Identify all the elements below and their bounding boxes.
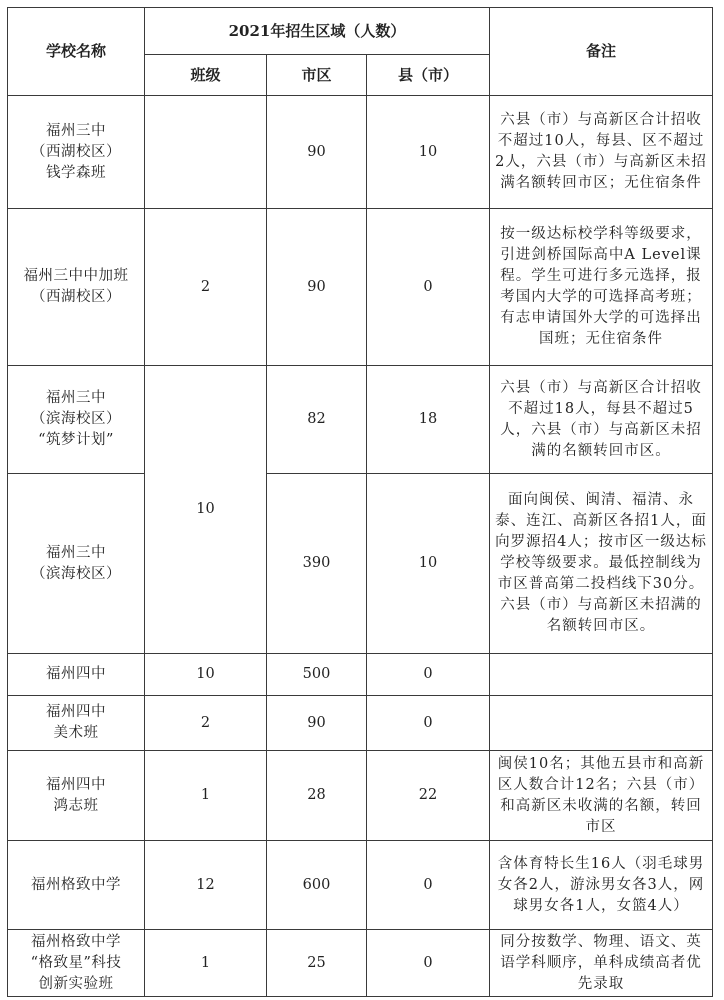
header-school: 学校名称 [8,8,145,96]
remarks: 六县（市）与高新区合计招收不超过10人，每县、区不超过2人，六县（市）与高新区未招满名额转回市区；无住宿条件 [490,96,713,209]
county-count: 22 [367,751,490,841]
county-count: 0 [367,930,490,997]
city-count: 82 [267,366,367,474]
class-count [145,96,267,209]
remarks: 同分按数学、物理、语文、英语学科顺序，单科成绩高者优先录取 [490,930,713,997]
class-count: 2 [145,696,267,751]
table-row [8,751,713,841]
school-name: 福州四中 鸿志班 [8,751,145,841]
county-count: 18 [367,366,490,474]
remarks: 面向闽侯、闽清、福清、永泰、连江、高新区各招1人，面向罗源招4人；按市区一级达标学校等级要求。最低控制线为市区普高第二投档线下30分。六县（市）与高新区未招满的名额转回市区。 [490,474,713,654]
enrollment-table [7,7,713,997]
school-name: 福州三中 （西湖校区） 钱学森班 [8,96,145,209]
class-count: 1 [145,751,267,841]
county-count: 0 [367,841,490,930]
table-row [8,366,713,474]
city-count: 390 [267,474,367,654]
header-city: 市区 [267,55,367,96]
city-count: 90 [267,209,367,366]
remarks: 闽侯10名；其他五县市和高新区人数合计12名；六县（市）和高新区未收满的名额，转回市区 [490,751,713,841]
table-row [8,930,713,997]
city-count: 600 [267,841,367,930]
school-name: 福州格致中学 [8,841,145,930]
city-count: 90 [267,96,367,209]
remarks [490,696,713,751]
class-count: 10 [145,654,267,696]
table-row [8,696,713,751]
city-count: 25 [267,930,367,997]
remarks: 六县（市）与高新区合计招收不超过18人，每县不超过5人，六县（市）与高新区未招满的名额转回市区。 [490,366,713,474]
county-count: 0 [367,696,490,751]
city-count: 28 [267,751,367,841]
header-remarks: 备注 [490,8,713,96]
header-county: 县（市） [367,55,490,96]
remarks: 含体育特长生16人（羽毛球男女各2人，游泳男女各3人，网球男女各1人，女篮4人） [490,841,713,930]
school-name: 福州四中 [8,654,145,696]
school-name: 福州三中 （滨海校区） “筑梦计划” [8,366,145,474]
school-name: 福州四中 美术班 [8,696,145,751]
school-name: 福州格致中学 “格致星”科技 创新实验班 [8,930,145,997]
remarks: 按一级达标校学科等级要求，引进剑桥国际高中A Level课程。学生可进行多元选择，报考国内大学的可选择高考班；有志申请国外大学的可选择出国班；无住宿条件 [490,209,713,366]
county-count: 0 [367,209,490,366]
school-name: 福州三中 （滨海校区） [8,474,145,654]
class-count: 2 [145,209,267,366]
table-row [8,474,713,654]
county-count: 0 [367,654,490,696]
header-region: 2021年招生区域（人数） [145,8,490,55]
class-count-merged: 10 [145,366,267,654]
table-row [8,841,713,930]
table-row [8,209,713,366]
city-count: 90 [267,696,367,751]
class-count: 1 [145,930,267,997]
county-count: 10 [367,474,490,654]
school-name: 福州三中中加班 （西湖校区） [8,209,145,366]
header-class-count: 班级 [145,55,267,96]
table-row [8,654,713,696]
remarks [490,654,713,696]
class-count: 12 [145,841,267,930]
county-count: 10 [367,96,490,209]
city-count: 500 [267,654,367,696]
table-row [8,96,713,209]
